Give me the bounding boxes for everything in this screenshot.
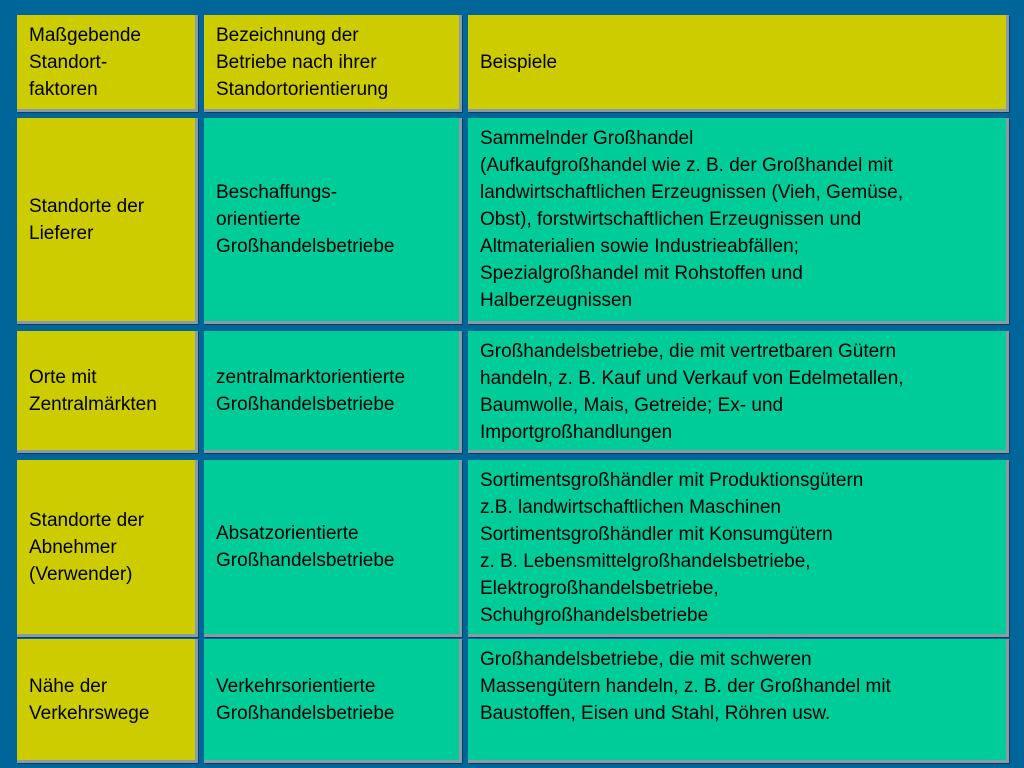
examples-text: Großhandelsbetriebe, die mit vertretbaren Gütern handeln, z. B. Kauf und Verkauf von Edelmetallen, Baumwolle, Mais, Getreide; Ex- und Importgroßhandlungen <box>480 341 904 443</box>
factor-label: Standorte der Abnehmer (Verwender) <box>29 509 145 585</box>
factor-label: Orte mit Zentralmärkten <box>29 366 157 415</box>
designation-cell-procurement <box>204 118 462 324</box>
examples-text: Sammelnder Großhandel (Aufkaufgroßhandel wie z. B. der Großhandel mit landwirtschaftlichen Erzeugnissen (Vieh, Gemüse, Obst), forstwirtschaftlichen Erzeugnissen und Altmaterialien sowie Industrieabfällen; Spezialgroßhandel mit Rohstoffen und Halberzeugnissen <box>480 128 904 311</box>
examples-text: Großhandelsbetriebe, die mit schweren Massengütern handeln, z. B. der Großhandel mit Baustoffen, Eisen und Stahl, Röhren usw. <box>480 649 891 724</box>
header-designation-label: Bezeichnung der Betriebe nach ihrer Standortorientierung <box>216 24 389 100</box>
designation-cell-sales <box>204 460 462 637</box>
header-examples-label: Beispiele <box>480 51 558 73</box>
factor-cell-central-markets <box>17 331 198 453</box>
designation-label: Verkehrsorientierte Großhandelsbetriebe <box>216 675 395 724</box>
designation-label: Absatzorientierte Großhandelsbetriebe <box>216 523 395 571</box>
designation-cell-transport <box>204 639 462 763</box>
designation-label: Beschaffungs- orientierte Großhandelsbetriebe <box>216 182 395 257</box>
factor-label: Nähe der Verkehrswege <box>29 675 150 724</box>
examples-cell-transport <box>468 639 1009 763</box>
examples-cell-central-market <box>468 331 1009 453</box>
factor-cell-transport <box>17 639 198 763</box>
examples-cell-procurement <box>468 118 1009 324</box>
factor-cell-customers <box>17 460 198 637</box>
designation-label: zentralmarktorientierte Großhandelsbetriebe <box>216 366 406 415</box>
header-factors-label: Maßgebende Standort- faktoren <box>29 24 141 100</box>
factor-cell-suppliers <box>17 118 198 324</box>
examples-cell-sales <box>468 460 1009 637</box>
header-designation-cell <box>204 15 462 112</box>
header-examples-cell <box>468 15 1009 112</box>
examples-text: Sortimentsgroßhändler mit Produktionsgütern z.B. landwirtschaftlichen Maschinen Sortimentsgroßhändler mit Konsumgütern z. B. Lebensmittelgroßhandelsbetriebe, Elektrogroßhandelsbetriebe, Schuhgroßhandelsbetriebe <box>480 470 864 626</box>
factor-label: Standorte der Lieferer <box>29 195 145 244</box>
designation-cell-central-market <box>204 331 462 453</box>
header-factors-cell <box>17 15 198 112</box>
